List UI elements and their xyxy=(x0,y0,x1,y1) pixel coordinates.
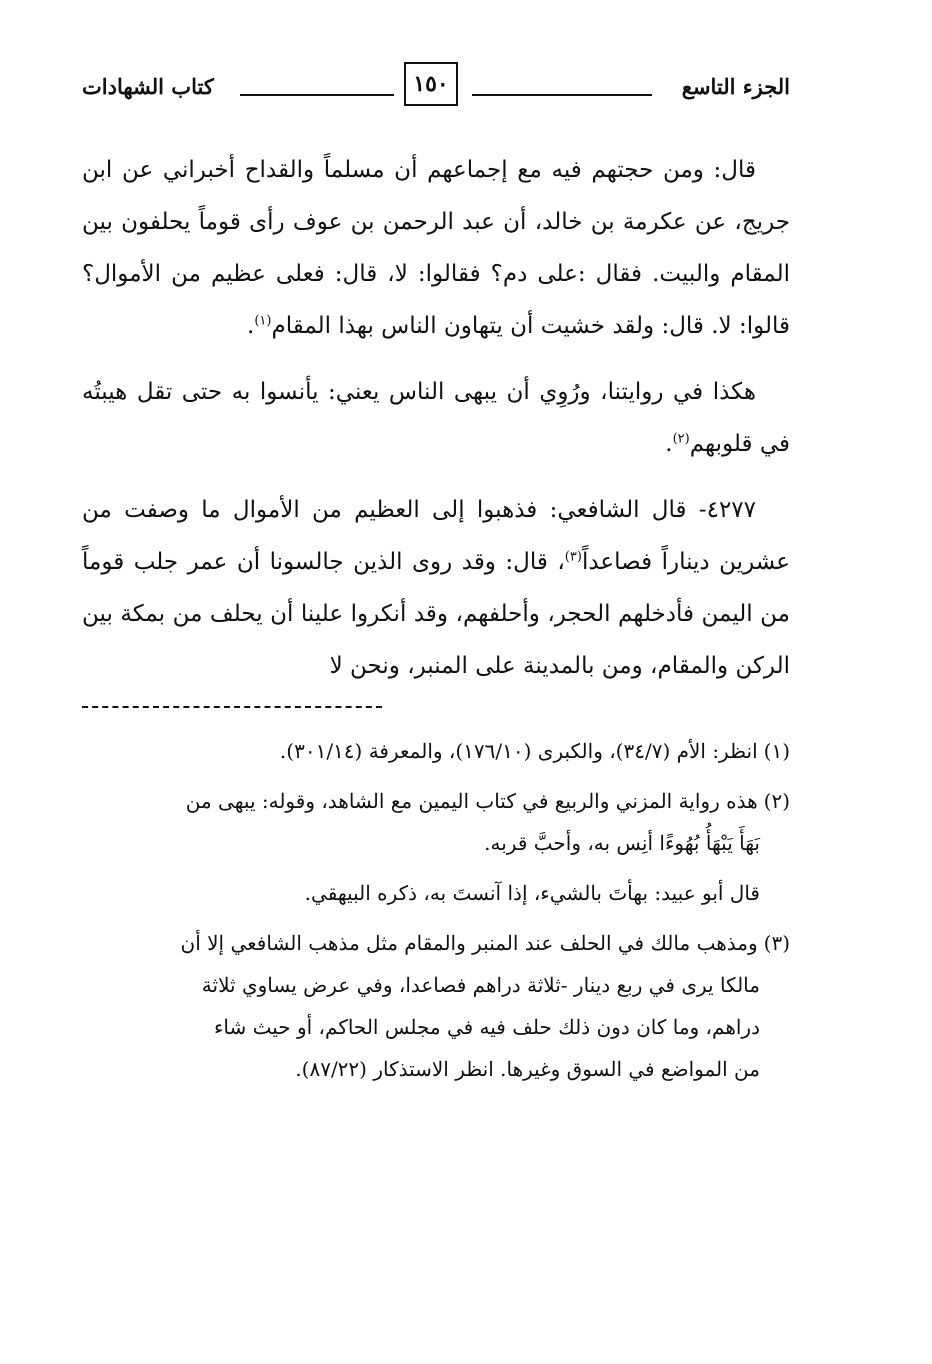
footnote-subtext: قال أبو عبيد: بهأتَ بالشيء، إذا آنستَ به، ذكره البيهقي. xyxy=(304,881,760,905)
footnote-continuation: دراهم، وما كان دون ذلك حلف فيه في مجلس الحاكم، أو حيث شاء xyxy=(213,1015,760,1039)
footnote-text: انظر: الأم (٣٤/٧)، والكبرى (١٧٦/١٠)، والمعرفة (٣٠١/١٤). xyxy=(279,739,758,763)
footnote-ref[interactable]: (١) xyxy=(254,313,272,329)
paragraph: هكذا في روايتنا، ورُوِي أن يبهى الناس يعني: يأنسوا به حتى تقل هيبتُه في قلوبهم$^{(٢)}$. xyxy=(82,379,790,457)
text-line: من عشرين ديناراً فصاعداً xyxy=(82,497,790,575)
footnote-number: (١) xyxy=(763,739,790,763)
page-number: ١٥٠ xyxy=(404,62,458,106)
text-line: ، قال: وقد روى الذين جالسونا أن عمر xyxy=(187,549,565,575)
text-line: يحلف من بمكة بين الركن والمقام، ومن بالمدينة على المنبر، ونحن لا xyxy=(82,601,790,679)
volume-title: الجزء التاسع xyxy=(681,74,790,99)
footnote-separator xyxy=(82,706,382,708)
footnote-continuation: مالكا يرى في ربع دينار -ثلاثة دراهم فصاعدا، وفي عرض يساوي ثلاثة xyxy=(201,973,760,997)
footnote xyxy=(82,730,790,772)
footnote-number: (٢) xyxy=(763,789,790,813)
text-line: هيبتُه في قلوبهم xyxy=(82,379,790,457)
text-line: جلب قوماً من اليمن فأدخلهم الحجر، وأحلفهم، وقد أنكروا علينا أن xyxy=(82,549,791,627)
text-line: بهذا المقام xyxy=(271,313,374,339)
page xyxy=(82,60,790,1098)
text-line: هكذا في روايتنا، ورُوِي أن يبهى الناس يعني: يأنسوا به حتى تقل xyxy=(136,379,757,405)
text-line: عن ابن جريج، عن عكرمة بن خالد، أن عبد الرحمن بن عوف رأى xyxy=(82,157,790,235)
book-title: كتاب الشهادات xyxy=(82,74,214,99)
text-line: قوماً يحلفون بين المقام والبيت. فقال :على دم؟ فقالوا: لا، قال: فعلى xyxy=(82,209,791,287)
header-rule-right xyxy=(472,94,652,96)
header-rule-left xyxy=(240,94,394,96)
running-header xyxy=(82,60,790,112)
footnote xyxy=(82,922,790,1090)
paragraph: قال: ومن حجتهم فيه مع إجماعهم أن مسلماً والقداح أخبراني عن ابن جريج، عن عكرمة بن خالد، أن عبد الرحمن بن عوف رأى قوماً يحلفون بين المقام والبيت. فقال :على دم؟ فقالوا: لا، قال: فعلى عظيم من الأموال؟ قالوا: لا. قال: ولقد خشيت أن يتهاون الناس بهذا المقام$^{(١)}$. xyxy=(82,157,791,339)
footnote-continuation: بَهَأَ يَبْهَأُ بُهُوءًا أنِس به، وأحبَّ قربه. xyxy=(484,831,760,855)
text-line: قال: ومن حجتهم فيه مع إجماعهم أن مسلماً والقداح أخبراني xyxy=(162,157,757,183)
text-line: عظيم من الأموال؟ قالوا: لا. قال: ولقد خشيت أن يتهاون الناس xyxy=(82,261,790,339)
footnote-ref[interactable]: (٢) xyxy=(672,431,690,447)
paragraph xyxy=(82,484,790,692)
footnote-number: (٣) xyxy=(763,931,790,955)
footnote xyxy=(82,780,790,864)
footnote-continuation: من المواضع في السوق وغيرها. انظر الاستذكار (٨٧/٢٢). xyxy=(295,1057,760,1081)
footnote-text: هذه رواية المزني والربيع في كتاب اليمين مع الشاهد، وقوله: يبهى من xyxy=(185,789,758,813)
text-line: ٤٢٧٧- قال الشافعي: فذهبوا إلى العظيم من الأموال ما وصفت xyxy=(124,497,757,523)
main-text xyxy=(82,144,790,708)
footnote-text: ومذهب مالك في الحلف عند المنبر والمقام مثل مذهب الشافعي إلا أن xyxy=(180,931,758,955)
footnotes xyxy=(82,730,790,1090)
footnote-ref[interactable]: (٣) xyxy=(564,549,582,565)
